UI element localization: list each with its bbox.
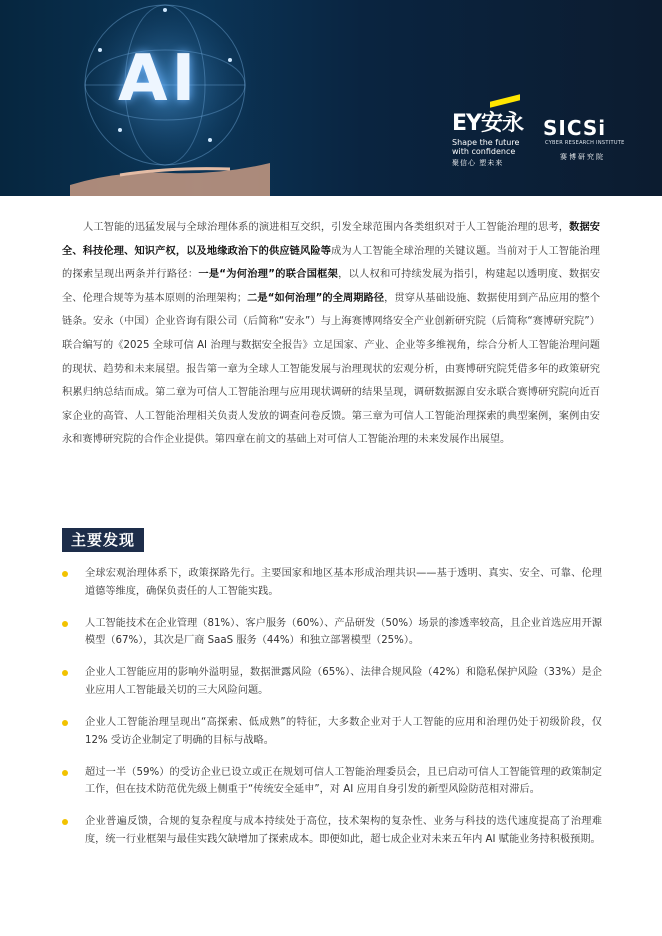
bullet-icon [62,720,68,726]
list-item: 企业人工智能治理呈现出“高探索、低成熟”的特征，大多数企业对于人工智能的应用和治理仍处于初级阶段，仅 12% 受访企业制定了明确的目标与战略。 [62,714,602,749]
hand-illustration [60,145,280,196]
bullet-icon [62,571,68,577]
sicsi-name-cn: 赛博研究院 [560,153,605,161]
list-item: 超过一半（59%）的受访企业已设立或正在规划可信人工智能治理委员会，且已启动可信人工智能管理的政策制定工作，但在技术防范优先级上侧重于“传统安全延申”，对 AI 应用自身引发的新型风险防范相对滞后。 [62,764,602,799]
hero-ai-text: AI [118,42,200,116]
ey-logo: EY安永 [452,111,523,136]
header-banner [0,0,662,196]
findings-list [62,565,602,863]
sicsi-subtitle: CYBER RESEARCH INSTITUTE [545,140,625,146]
list-item: 全球宏观治理体系下，政策探路先行。主要国家和地区基本形成治理共识——基于透明、真实、安全、可靠、伦理道德等维度，确保负责任的人工智能实践。 [62,565,602,600]
ey-tagline-cn: 聚信心 塑未来 [452,159,504,167]
section-title-key-findings: 主要发现 [62,528,144,552]
bullet-icon [62,670,68,676]
ey-tagline: Shape the future with confidence [452,138,520,156]
sicsi-logo: SICSi [543,116,607,140]
list-item: 企业普遍反馈，合规的复杂程度与成本持续处于高位，技术架构的复杂性、业务与科技的迭代速度提高了治理难度，统一行业框架与最佳实践欠缺增加了探索成本。即便如此，超七成企业对未来五年内 AI 赋能业务持积极预期。 [62,813,602,848]
intro-paragraph: 人工智能的迅猛发展与全球治理体系的演进相互交织，引发全球范围内各类组织对于人工智能治理的思考，数据安全、科技伦理、知识产权，以及地缘政治下的供应链风险等成为人工智能全球治理的关键议题。当前对于人工智能治理的探索呈现出两条并行路径：一是“为何治理”的联合国框架，以人权和可持续发展为指引，构建起以透明度、数据安全、伦理合规等为基本原则的治理架构；二是“如何治理”的全周期路径，贯穿从基础设施、数据使用到产品应用的整个链条。安永（中国）企业咨询有限公司（后简称“安永”）与上海赛博网络安全产业创新研究院（后简称“赛博研究院”）联合编写的《2025 全球可信 AI 治理与数据安全报告》立足国家、产业、企业等多维视角，综合分析人工智能治理问题的现状、趋势和未来展望。报告第一章为全球人工智能发展与治理现状的宏观分析，由赛博研究院凭借多年的政策研究积累归纳总结而成。第二章为可信人工智能治理与应用现状调研的结果呈现，调研数据源自安永联合赛博研究院向近百家企业的高管、人工智能治理相关负责人发放的调查问卷反馈。第三章为可信人工智能治理探索的典型案例，案例由安永和赛博研究院的合作企业提供。第四章在前文的基础上对可信人工智能治理的未来发展作出展望。 [62,222,601,446]
bullet-icon [62,819,68,825]
bullet-icon [62,770,68,776]
bullet-icon [62,621,68,627]
list-item: 人工智能技术在企业管理（81%）、客户服务（60%）、产品研发（50%）场景的渗透率较高，且企业首选应用开源模型（67%），其次是厂商 SaaS 服务（44%）和独立部署模型（25%）。 [62,615,602,650]
list-item: 企业人工智能应用的影响外溢明显，数据泄露风险（65%）、法律合规风险（42%）和隐私保护风险（33%）是企业应用人工智能最关切的三大风险问题。 [62,664,602,699]
